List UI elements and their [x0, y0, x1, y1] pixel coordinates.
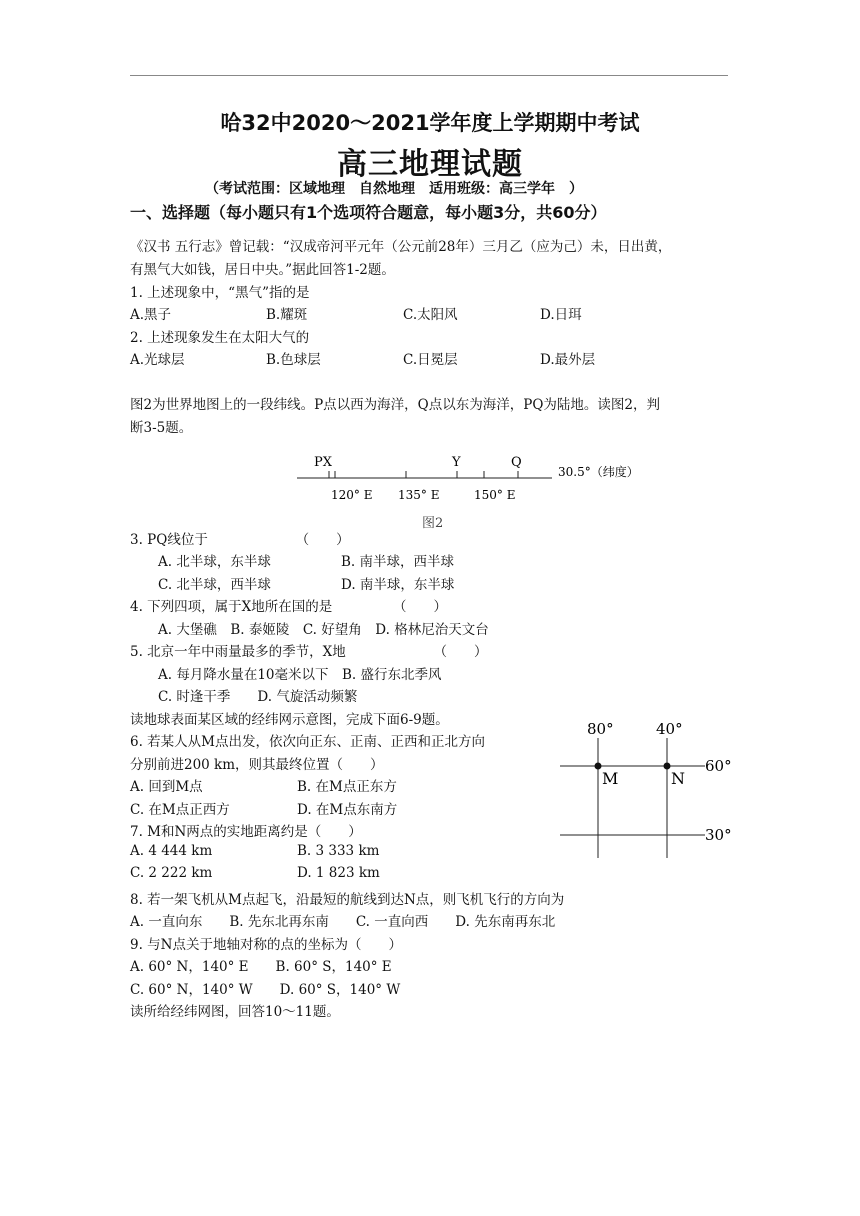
- exam-scope: （考试范围：区域地理 自然地理 适用班级：高三学年 ）: [205, 181, 583, 197]
- question-7-option-b[interactable]: B. 3 333 km: [297, 843, 380, 859]
- section-heading: 一、选择题（每小题只有1个选项符合题意，每小题3分，共60分）: [130, 203, 607, 222]
- question-2-option-b[interactable]: B.色球层: [266, 352, 321, 368]
- question-3-option-d[interactable]: D. 南半球，东半球: [341, 577, 455, 593]
- question-2-stem: 2. 上述现象发生在太阳大气的: [130, 330, 310, 346]
- label-80-deg: 80°: [587, 720, 614, 738]
- question-7-option-a[interactable]: A. 4 444 km: [130, 843, 213, 859]
- question-9-options-line-1[interactable]: A. 60° N，140° E B. 60° S，140° E: [130, 959, 392, 975]
- question-9-options-line-2[interactable]: C. 60° N，140° W D. 60° S，140° W: [130, 982, 401, 998]
- question-6-option-b[interactable]: B. 在M点正东方: [297, 779, 397, 795]
- question-6-line-1: 6. 若某人从M点出发，依次向正东、正南、正西和正北方向: [130, 734, 485, 750]
- passage-2-line-1: 图2为世界地图上的一段纬线。P点以西为海洋，Q点以东为海洋，PQ为陆地。读图2，判: [130, 397, 660, 413]
- label-150e: 150° E: [474, 488, 516, 502]
- label-m: M: [602, 769, 619, 788]
- passage-1-line-1: 《汉书 五行志》曾记载：“汉成帝河平元年（公元前28年）三月乙（应为己）未，日出黄，: [130, 239, 672, 255]
- label-px: PX: [314, 455, 333, 470]
- label-latitude: 30.5°（纬度）: [558, 465, 639, 479]
- question-3-option-a[interactable]: A. 北半球，东半球: [158, 554, 271, 570]
- question-2-option-c[interactable]: C.日冕层: [403, 352, 458, 368]
- label-q: Q: [511, 455, 522, 470]
- latitude-line-figure: [290, 450, 690, 535]
- label-40-deg: 40°: [656, 720, 683, 738]
- question-5-options-line-1[interactable]: A. 每月降水量在10毫米以下 B. 盛行东北季风: [158, 667, 442, 683]
- label-60-deg: 60°: [705, 757, 732, 775]
- label-135e: 135° E: [398, 488, 440, 502]
- label-30-deg: 30°: [705, 826, 732, 844]
- figure-2-caption: 图2: [422, 516, 444, 531]
- exam-title: 哈32中2020～2021学年度上学期期中考试: [220, 111, 640, 135]
- question-5-options-line-2[interactable]: C. 时逢干季 D. 气旋活动频繁: [158, 689, 358, 705]
- question-8-stem: 8. 若一架飞机从M点起飞，沿最短的航线到达N点，则飞机飞行的方向为: [130, 892, 565, 908]
- header-rule: [130, 75, 728, 76]
- question-3-stem: 3. PQ线位于 （ ）: [130, 532, 350, 548]
- passage-1-line-2: 有黑气大如钱，居日中央。”据此回答1-2题。: [130, 262, 395, 278]
- question-5-stem: 5. 北京一年中雨量最多的季节，X地 （ ）: [130, 644, 488, 660]
- point-m: [595, 763, 602, 770]
- question-1-stem: 1. 上述现象中，“黑气”指的是: [130, 285, 310, 301]
- question-3-option-b[interactable]: B. 南半球，西半球: [341, 554, 455, 570]
- passage-3: 读地球表面某区域的经纬网示意图，完成下面6-9题。: [130, 712, 449, 728]
- question-7-option-d[interactable]: D. 1 823 km: [297, 865, 380, 881]
- question-6-option-d[interactable]: D. 在M点东南方: [297, 802, 398, 818]
- question-2-option-a[interactable]: A.光球层: [130, 352, 185, 368]
- question-8-options[interactable]: A. 一直向东 B. 先东北再东南 C. 一直向西 D. 先东南再东北: [130, 914, 556, 930]
- question-7-stem: 7. M和N两点的实地距离约是（ ）: [130, 824, 362, 840]
- question-1-option-a[interactable]: A.黑子: [130, 307, 172, 323]
- point-n: [664, 763, 671, 770]
- question-1-option-b[interactable]: B.耀斑: [266, 307, 308, 323]
- question-7-option-c[interactable]: C. 2 222 km: [130, 865, 213, 881]
- question-4-options[interactable]: A. 大堡礁 B. 泰姬陵 C. 好望角 D. 格林尼治天文台: [158, 622, 489, 638]
- passage-4: 读所给经纬网图，回答10～11题。: [130, 1004, 340, 1020]
- label-y: Y: [452, 455, 461, 470]
- question-9-stem: 9. 与N点关于地轴对称的点的坐标为（ ）: [130, 937, 402, 953]
- question-1-option-d[interactable]: D.日珥: [540, 307, 582, 323]
- question-6-option-c[interactable]: C. 在M点正西方: [130, 802, 230, 818]
- question-3-option-c[interactable]: C. 北半球，西半球: [158, 577, 271, 593]
- lat-lon-grid-figure: [555, 718, 735, 863]
- label-n: N: [671, 769, 685, 788]
- question-2-option-d[interactable]: D.最外层: [540, 352, 596, 368]
- passage-2-line-2: 断3-5题。: [130, 420, 193, 436]
- question-6-line-2: 分别前进200 km，则其最终位置（ ）: [130, 757, 384, 773]
- label-120e: 120° E: [331, 488, 373, 502]
- question-4-stem: 4. 下列四项，属于X地所在国的是 （ ）: [130, 599, 448, 615]
- question-6-option-a[interactable]: A. 回到M点: [130, 779, 203, 795]
- question-1-option-c[interactable]: C.太阳风: [403, 307, 458, 323]
- exam-subtitle: 高三地理试题: [337, 147, 523, 182]
